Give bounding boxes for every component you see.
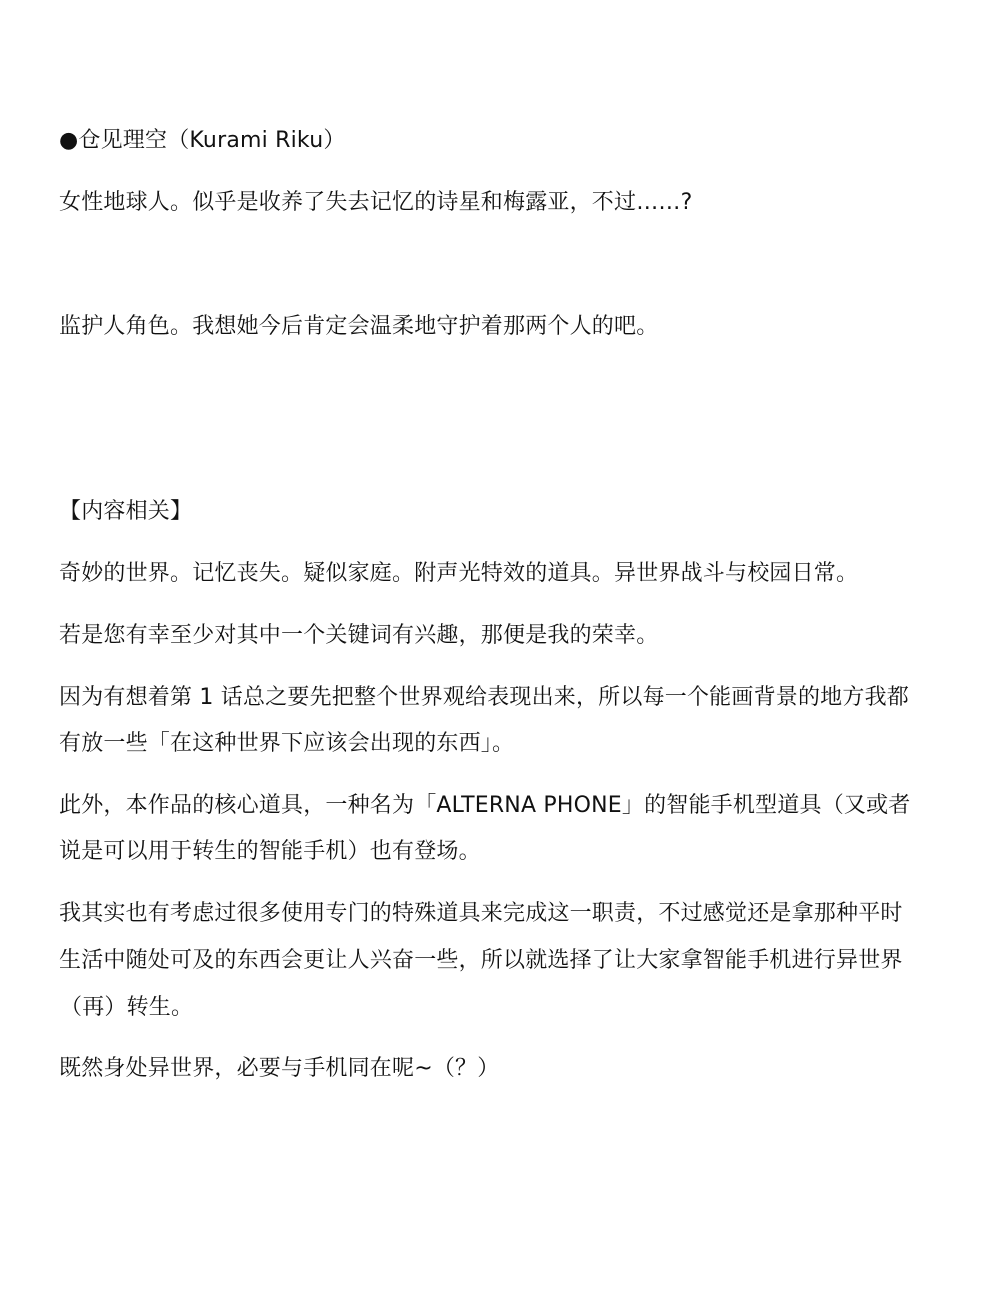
closing-line: 既然身处异世界，必要与手机同在呢~（？） (59, 1056, 500, 1081)
reason-paragraph-line-3: （再）转生。 (60, 995, 194, 1020)
world-paragraph-line-1: 因为有想着第 1 话总之要先把整个世界观给表现出来，所以每一个能画背景的地方我都 (59, 685, 909, 710)
character-heading: ●仓见理空（Kurami Riku） (59, 128, 346, 153)
world-paragraph-line-2: 有放一些「在这种世界下应该会出现的东西」。 (59, 731, 515, 756)
character-description: 女性地球人。似乎是收养了失去记忆的诗星和梅露亚，不过……? (59, 190, 693, 215)
keywords-line: 奇妙的世界。记忆丧失。疑似家庭。附声光特效的道具。异世界战斗与校园日常。 (59, 561, 859, 586)
character-role-note: 监护人角色。我想她今后肯定会温柔地守护着那两个人的吧。 (59, 314, 659, 339)
reason-paragraph-line-2: 生活中随处可及的东西会更让人兴奋一些，所以就选择了让大家拿智能手机进行异世界 (59, 948, 903, 973)
phone-paragraph-line-1: 此外，本作品的核心道具，一种名为「ALTERNA PHONE」的智能手机型道具（又或者 (59, 793, 911, 818)
content-section-heading: 【内容相关】 (59, 499, 193, 524)
phone-paragraph-line-2: 说是可以用于转生的智能手机）也有登场。 (59, 839, 481, 864)
hope-line: 若是您有幸至少对其中一个关键词有兴趣，那便是我的荣幸。 (59, 623, 659, 648)
reason-paragraph-line-1: 我其实也有考虑过很多使用专门的特殊道具来完成这一职责，不过感觉还是拿那种平时 (59, 901, 903, 926)
